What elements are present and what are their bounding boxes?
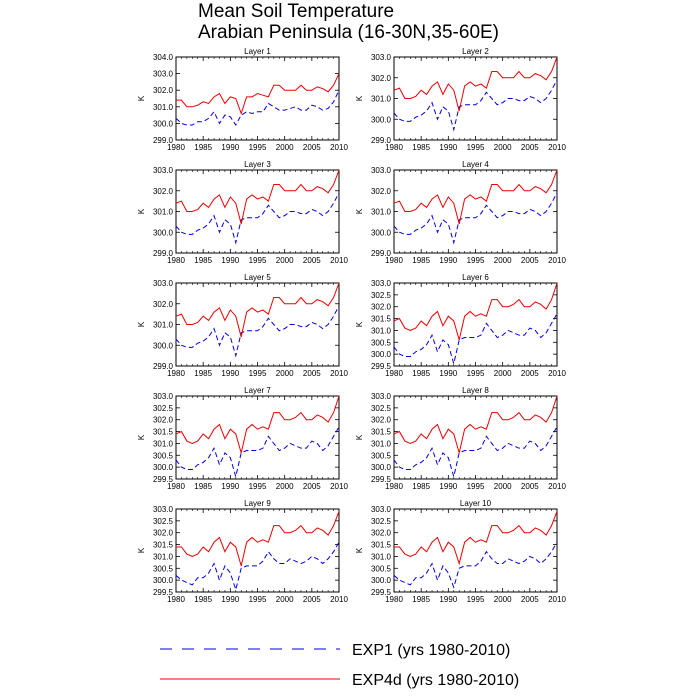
panel-layer-10 (355, 499, 566, 604)
series-line-exp1 (176, 193, 339, 243)
y-tick-label: 302.0 (152, 186, 173, 196)
series-line-exp1 (176, 90, 339, 125)
y-tick-label: 300.5 (370, 338, 391, 348)
panel-layer-4 (355, 160, 566, 265)
panel-title: Layer 6 (462, 273, 489, 282)
y-tick-label: 303.0 (152, 279, 173, 288)
series-line-exp4d (176, 283, 339, 337)
x-tick-label: 1995 (248, 143, 267, 152)
panel-title: Layer 4 (462, 160, 489, 169)
x-tick-label: 1980 (167, 256, 185, 265)
y-tick-label: 302.0 (370, 415, 391, 425)
x-tick-label: 2000 (493, 482, 512, 491)
x-tick-label: 2005 (302, 256, 321, 265)
legend-item-exp4d (160, 672, 519, 689)
x-tick-label: 1990 (439, 369, 458, 378)
series-line-exp1 (394, 314, 557, 364)
series-line-exp1 (176, 427, 339, 477)
x-tick-label: 2005 (302, 482, 321, 491)
x-tick-label: 2005 (302, 369, 321, 378)
x-tick-label: 2000 (275, 369, 294, 378)
x-tick-label: 2010 (330, 256, 348, 265)
y-tick-label: 301.5 (370, 314, 391, 324)
y-tick-label: 299.5 (152, 475, 173, 484)
y-tick-label: 301.0 (370, 207, 391, 217)
y-tick-label: 300.0 (370, 350, 391, 360)
x-tick-label: 1995 (248, 482, 267, 491)
x-tick-label: 1980 (385, 595, 403, 604)
legend (160, 642, 519, 689)
x-tick-label: 1995 (466, 256, 485, 265)
figure-title-line1: Mean Soil Temperature (198, 1, 395, 22)
series-line-exp4d (394, 283, 557, 340)
x-tick-label: 2005 (302, 595, 321, 604)
x-tick-label: 1980 (385, 256, 403, 265)
x-tick-label: 2010 (330, 482, 348, 491)
y-tick-label: 302.0 (152, 528, 173, 538)
x-tick-label: 1995 (466, 482, 485, 491)
x-tick-label: 1995 (466, 595, 485, 604)
legend-label-exp4d: EXP4d (yrs 1980-2010) (352, 672, 520, 689)
panel-grid (137, 47, 566, 604)
panel-title: Layer 8 (462, 386, 489, 395)
y-tick-label: 301.0 (152, 207, 173, 217)
y-tick-label: 299.0 (152, 362, 173, 371)
y-tick-label: 301.0 (152, 552, 173, 562)
x-tick-label: 2000 (275, 256, 294, 265)
y-tick-label: 303.0 (370, 279, 391, 288)
y-tick-label: 301.0 (370, 94, 391, 104)
x-tick-label: 2010 (330, 143, 348, 152)
y-tick-label: 303.0 (370, 53, 391, 62)
x-tick-label: 2010 (548, 369, 566, 378)
x-tick-label: 1985 (194, 369, 213, 378)
y-tick-label: 300.0 (152, 341, 173, 351)
panel-layer-9 (137, 499, 348, 604)
y-tick-label: 300.0 (152, 463, 173, 473)
x-tick-label: 1990 (221, 482, 240, 491)
series-line-exp4d (394, 511, 557, 563)
y-tick-label: 303.0 (370, 166, 391, 175)
y-axis-label: K (137, 321, 146, 328)
y-axis-label: K (355, 547, 364, 554)
x-tick-label: 2010 (548, 595, 566, 604)
y-tick-label: 300.0 (370, 115, 391, 125)
x-tick-label: 1990 (439, 143, 458, 152)
x-tick-label: 1995 (248, 595, 267, 604)
x-tick-label: 1985 (412, 369, 431, 378)
legend-item-exp1 (160, 642, 510, 659)
y-tick-label: 300.0 (370, 228, 391, 238)
y-tick-label: 303.0 (152, 505, 173, 514)
plot-frame (176, 57, 339, 140)
series-line-exp4d (176, 396, 339, 453)
y-axis-label: K (137, 208, 146, 215)
y-tick-label: 302.0 (370, 186, 391, 196)
y-tick-label: 302.5 (370, 403, 391, 413)
figure-title-line2: Arabian Peninsula (16-30N,35-60E) (198, 22, 500, 43)
x-tick-label: 2010 (548, 256, 566, 265)
y-tick-label: 301.0 (152, 320, 173, 330)
y-tick-label: 300.0 (370, 463, 391, 473)
y-tick-label: 303.0 (370, 392, 391, 401)
y-tick-label: 302.0 (152, 415, 173, 425)
panel-title: Layer 7 (244, 386, 271, 395)
x-tick-label: 2005 (520, 369, 539, 378)
y-tick-label: 299.0 (370, 249, 391, 258)
y-tick-label: 302.5 (152, 516, 173, 526)
y-tick-label: 300.0 (152, 228, 173, 238)
plot-frame (394, 170, 557, 253)
y-tick-label: 303.0 (152, 392, 173, 401)
y-tick-label: 304.0 (152, 53, 173, 62)
y-tick-label: 301.5 (152, 540, 173, 550)
x-tick-label: 1985 (194, 482, 213, 491)
x-tick-label: 2010 (330, 369, 348, 378)
y-tick-label: 302.0 (370, 73, 391, 83)
y-tick-label: 301.0 (370, 439, 391, 449)
y-axis-label: K (137, 95, 146, 102)
y-tick-label: 300.5 (370, 564, 391, 574)
x-tick-label: 2000 (493, 256, 512, 265)
x-tick-label: 1990 (439, 595, 458, 604)
legend-label-exp1: EXP1 (yrs 1980-2010) (352, 642, 511, 659)
plot-frame (176, 170, 339, 253)
x-tick-label: 1995 (466, 369, 485, 378)
x-tick-label: 1985 (412, 143, 431, 152)
panel-layer-8 (355, 386, 566, 491)
y-tick-label: 299.5 (370, 475, 391, 484)
panel-layer-2 (355, 47, 566, 152)
panel-layer-7 (137, 386, 348, 491)
x-tick-label: 1990 (439, 482, 458, 491)
x-tick-label: 2000 (493, 595, 512, 604)
series-line-exp4d (394, 170, 557, 224)
y-tick-label: 303.0 (370, 505, 391, 514)
x-tick-label: 1980 (385, 369, 403, 378)
y-tick-label: 299.0 (370, 136, 391, 145)
x-tick-label: 1990 (439, 256, 458, 265)
y-tick-label: 299.0 (152, 136, 173, 145)
y-tick-label: 302.5 (152, 403, 173, 413)
y-tick-label: 302.5 (370, 516, 391, 526)
y-tick-label: 303.0 (152, 69, 173, 79)
x-tick-label: 1980 (385, 482, 403, 491)
x-tick-label: 2010 (548, 143, 566, 152)
y-tick-label: 300.0 (152, 576, 173, 586)
x-tick-label: 1980 (385, 143, 403, 152)
y-axis-label: K (137, 547, 146, 554)
y-tick-label: 301.5 (370, 427, 391, 437)
series-line-exp4d (394, 57, 557, 111)
plot-frame (176, 283, 339, 366)
panel-title: Layer 10 (459, 499, 492, 508)
panel-title: Layer 1 (244, 47, 271, 56)
x-tick-label: 1980 (167, 595, 185, 604)
y-tick-label: 301.5 (152, 427, 173, 437)
x-tick-label: 1985 (194, 595, 213, 604)
y-tick-label: 300.5 (370, 451, 391, 461)
panel-layer-6 (355, 273, 566, 378)
panel-layer-5 (137, 273, 348, 378)
x-tick-label: 2000 (493, 143, 512, 152)
x-tick-label: 2005 (520, 143, 539, 152)
x-tick-label: 1990 (221, 595, 240, 604)
y-tick-label: 299.0 (152, 249, 173, 258)
y-axis-label: K (355, 434, 364, 441)
series-line-exp1 (394, 542, 557, 587)
y-tick-label: 302.0 (370, 302, 391, 312)
series-line-exp1 (394, 80, 557, 130)
y-axis-label: K (137, 434, 146, 441)
x-tick-label: 1990 (221, 143, 240, 152)
y-axis-label: K (355, 321, 364, 328)
x-tick-label: 1995 (248, 256, 267, 265)
x-tick-label: 1980 (167, 482, 185, 491)
y-tick-label: 300.5 (152, 451, 173, 461)
x-tick-label: 2005 (520, 595, 539, 604)
y-tick-label: 301.0 (370, 552, 391, 562)
x-tick-label: 2000 (493, 369, 512, 378)
y-tick-label: 303.0 (152, 166, 173, 175)
x-tick-label: 2005 (302, 143, 321, 152)
series-line-exp1 (176, 542, 339, 589)
y-tick-label: 301.0 (152, 439, 173, 449)
x-tick-label: 1985 (412, 256, 431, 265)
y-tick-label: 299.5 (370, 362, 391, 371)
x-tick-label: 2000 (275, 595, 294, 604)
y-tick-label: 301.0 (152, 102, 173, 112)
x-tick-label: 1995 (466, 143, 485, 152)
panel-title: Layer 9 (244, 499, 271, 508)
y-tick-label: 302.0 (370, 528, 391, 538)
y-axis-label: K (355, 95, 364, 102)
x-tick-label: 2005 (520, 256, 539, 265)
x-tick-label: 1985 (412, 482, 431, 491)
panel-layer-1 (137, 47, 348, 152)
plot-frame (394, 57, 557, 140)
y-tick-label: 300.0 (152, 119, 173, 129)
x-tick-label: 1990 (221, 369, 240, 378)
y-tick-label: 299.5 (370, 588, 391, 597)
y-tick-label: 302.0 (152, 86, 173, 96)
series-line-exp4d (394, 396, 557, 453)
x-tick-label: 1985 (194, 143, 213, 152)
x-tick-label: 2010 (330, 595, 348, 604)
series-line-exp4d (176, 74, 339, 114)
panel-title: Layer 2 (462, 47, 489, 56)
x-tick-label: 1985 (412, 595, 431, 604)
series-line-exp4d (176, 170, 339, 224)
y-tick-label: 301.5 (370, 540, 391, 550)
x-tick-label: 2000 (275, 143, 294, 152)
series-line-exp1 (394, 193, 557, 243)
x-tick-label: 1980 (167, 369, 185, 378)
x-tick-label: 2005 (520, 482, 539, 491)
x-tick-label: 2000 (275, 482, 294, 491)
y-tick-label: 301.0 (370, 326, 391, 336)
x-tick-label: 2010 (548, 482, 566, 491)
panel-title: Layer 5 (244, 273, 271, 282)
x-tick-label: 1985 (194, 256, 213, 265)
series-line-exp1 (176, 306, 339, 356)
y-tick-label: 299.5 (152, 588, 173, 597)
y-axis-label: K (355, 208, 364, 215)
panel-title: Layer 3 (244, 160, 271, 169)
x-tick-label: 1995 (248, 369, 267, 378)
series-line-exp1 (394, 427, 557, 477)
y-tick-label: 300.0 (370, 576, 391, 586)
panel-layer-3 (137, 160, 348, 265)
x-tick-label: 1990 (221, 256, 240, 265)
y-tick-label: 302.5 (370, 290, 391, 300)
y-tick-label: 302.0 (152, 299, 173, 309)
x-tick-label: 1980 (167, 143, 185, 152)
y-tick-label: 300.5 (152, 564, 173, 574)
